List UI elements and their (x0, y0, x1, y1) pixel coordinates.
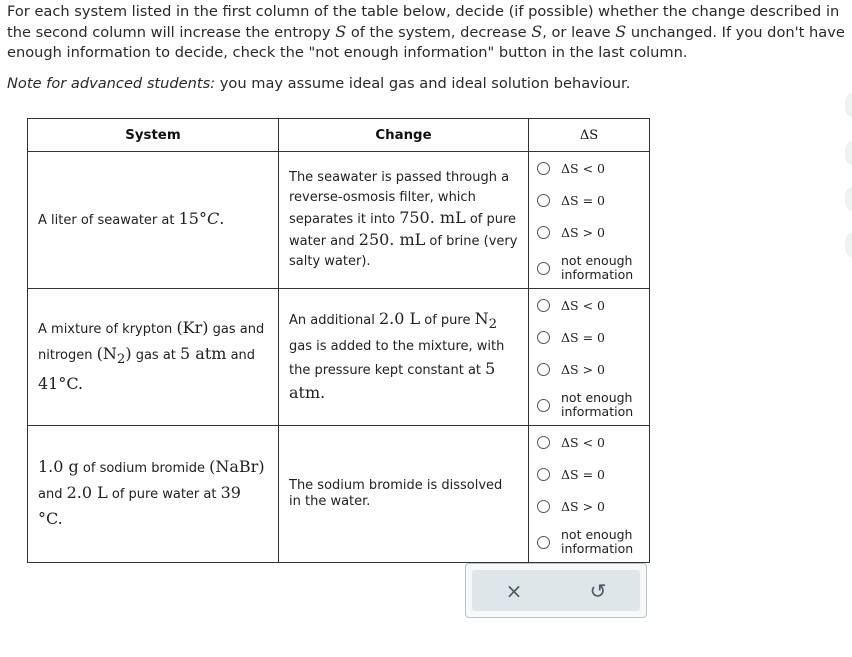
option-decrease[interactable]: ΔS < 0 (529, 426, 649, 458)
radio-button[interactable] (537, 536, 550, 549)
radio-button[interactable] (537, 399, 550, 412)
option-decrease[interactable]: ΔS < 0 (529, 152, 649, 184)
change-header: Change (279, 119, 529, 152)
option-unchanged[interactable]: ΔS = 0 (529, 184, 649, 216)
option-increase[interactable]: ΔS > 0 (529, 216, 649, 248)
header-row (28, 119, 650, 152)
change-cell: The sodium bromide is dissolved in the water. (279, 426, 529, 563)
system-cell: A mixture of krypton (Kr) gas and nitrogen $(N_2)$ gas at 5 atm and 41°C. (28, 289, 279, 426)
option-decrease[interactable]: ΔS < 0 (529, 289, 649, 321)
side-tab[interactable] (845, 232, 852, 258)
option-not-enough-info[interactable]: not enough information (529, 248, 649, 288)
side-tab[interactable] (845, 92, 852, 118)
answer-toolbar (465, 563, 647, 618)
table-row (28, 289, 650, 426)
clear-button[interactable] (494, 576, 534, 606)
option-not-enough-info[interactable]: not enough information (529, 385, 649, 425)
side-tab[interactable] (845, 186, 852, 212)
toolbar-inner (472, 570, 640, 611)
system-cell: A liter of seawater at 15°C. (28, 152, 279, 289)
change-cell: The seawater is passed through a reverse-osmosis filter, which separates it into 750. mL of pure water and 250. mL of brine (very salty water). (279, 152, 529, 289)
radio-button[interactable] (537, 436, 550, 449)
radio-button[interactable] (537, 226, 550, 239)
option-not-enough-info[interactable]: not enough information (529, 522, 649, 562)
radio-button[interactable] (537, 299, 550, 312)
radio-button[interactable] (537, 363, 550, 376)
option-increase[interactable]: ΔS > 0 (529, 490, 649, 522)
option-group (529, 426, 650, 563)
question-table (27, 118, 650, 563)
system-cell: 1.0 g of sodium bromide (NaBr) and 2.0 L of pure water at 39 °C. (28, 426, 279, 563)
radio-button[interactable] (537, 262, 550, 275)
option-group (529, 289, 650, 426)
delta-s-header: ΔS (529, 119, 650, 152)
radio-button[interactable] (537, 194, 550, 207)
note: Note for advanced students: you may assume ideal gas and ideal solution behaviour. (7, 75, 631, 92)
option-unchanged[interactable]: ΔS = 0 (529, 321, 649, 353)
side-tab[interactable] (845, 140, 852, 166)
radio-button[interactable] (537, 162, 550, 175)
close-icon: × (505, 578, 523, 603)
radio-button[interactable] (537, 331, 550, 344)
change-cell: An additional 2.0 L of pure $N_2$ gas is added to the mixture, with the pressure kept constant at 5 atm. (279, 289, 529, 426)
table-row (28, 426, 650, 563)
radio-button[interactable] (537, 468, 550, 481)
option-group (529, 152, 650, 289)
instructions: For each system listed in the first column of the table below, decide (if possible) whether the change described in the second column will increase the entropy S of the system, decrease S, or leave S unchanged. If you don't have enough information to decide, check the "not enough information" button in the last column. (7, 3, 845, 61)
option-unchanged[interactable]: ΔS = 0 (529, 458, 649, 490)
system-header: System (28, 119, 279, 152)
option-increase[interactable]: ΔS > 0 (529, 353, 649, 385)
table-row (28, 152, 650, 289)
undo-icon: ↺ (589, 578, 607, 603)
radio-button[interactable] (537, 500, 550, 513)
reset-button[interactable] (578, 576, 618, 606)
